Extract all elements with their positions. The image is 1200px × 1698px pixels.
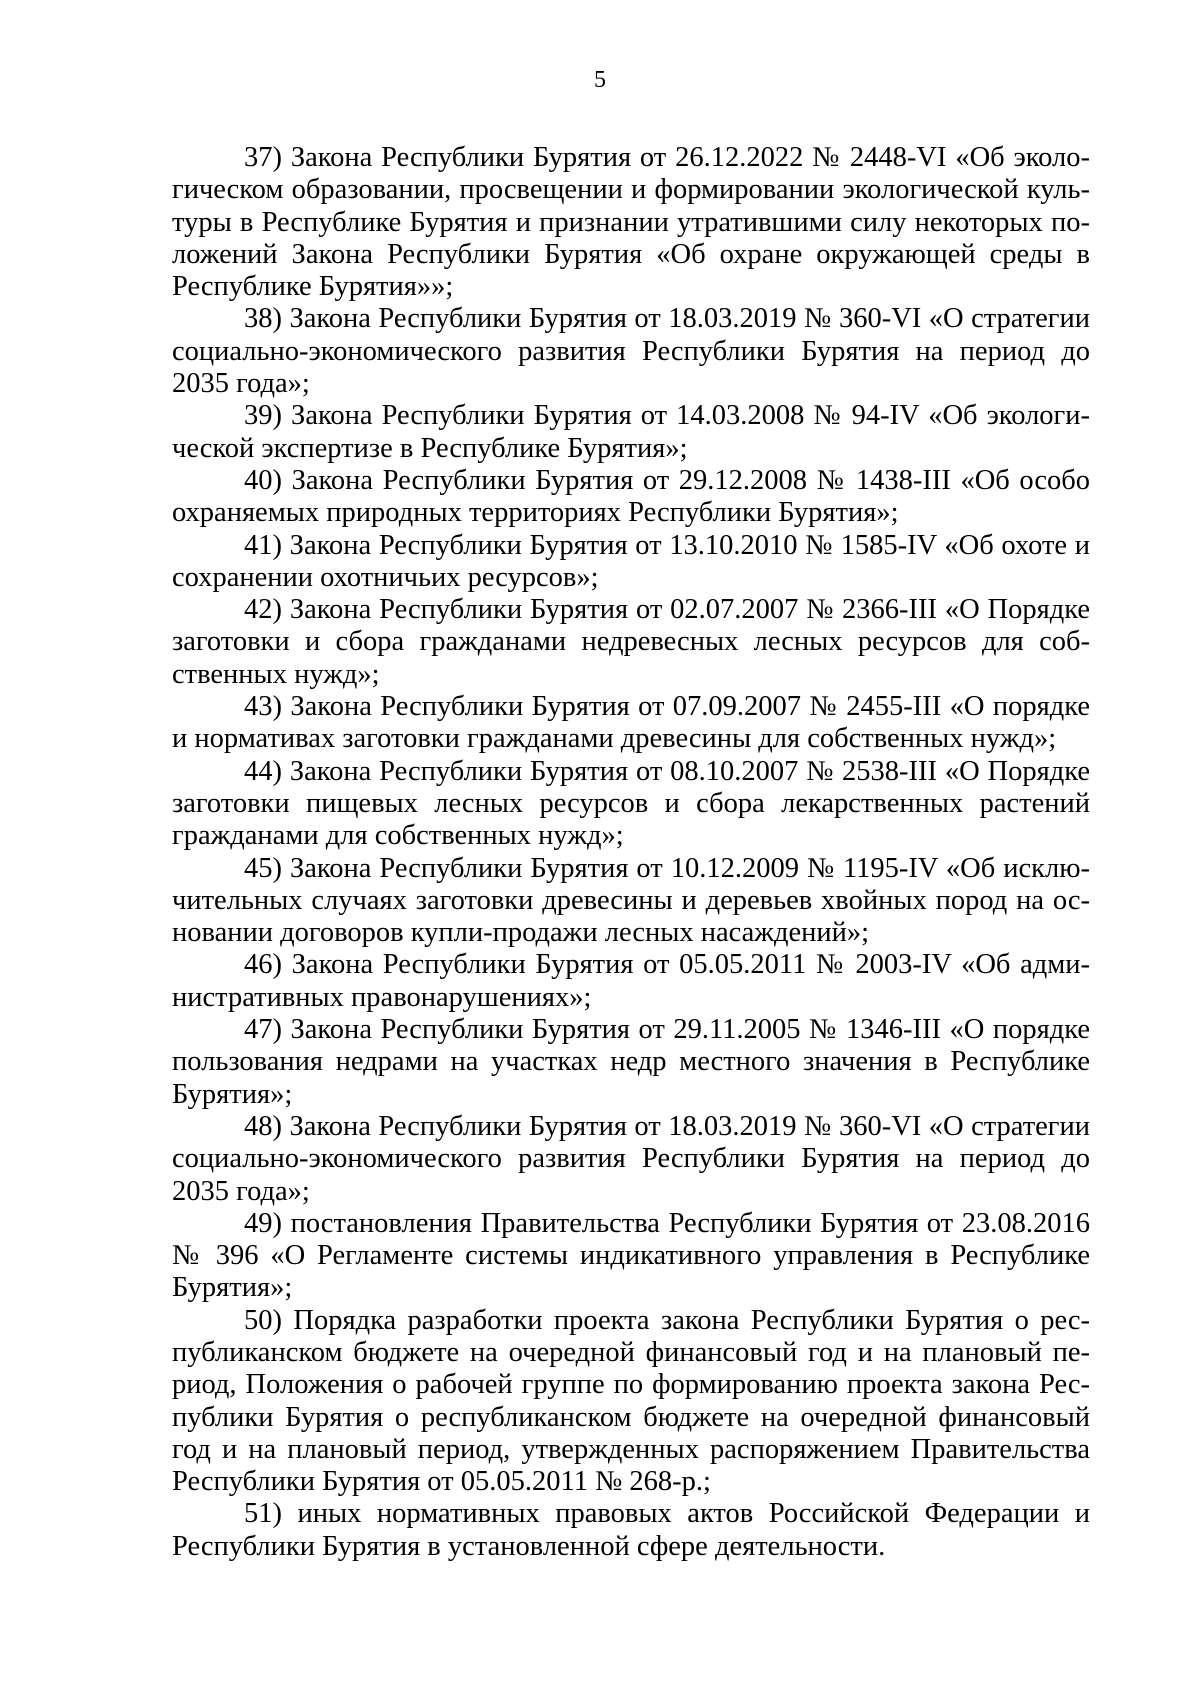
list-item: [172, 530, 1090, 595]
list-item: [172, 1208, 1090, 1305]
text-line: 43) Закона Республики Бурятия от 07.09.2007 № 2455-III «О порядке: [244, 691, 1090, 723]
text-line: социально-экономического развития Республики Бурятия на период до: [172, 1143, 1090, 1175]
text-line: Республики Бурятия в установленной сфере деятельности.: [172, 1530, 886, 1562]
text-line: туры в Республике Бурятия и признании утратившими силу некоторых по-: [172, 206, 1090, 238]
text-line: 50) Порядка разработки проекта закона Республики Бурятия о рес-: [244, 1304, 1090, 1336]
text-line: 41) Закона Республики Бурятия от 13.10.2010 № 1585-IV «Об охоте и: [244, 529, 1090, 561]
text-line: 40) Закона Республики Бурятия от 29.12.2008 № 1438-III «Об особо: [244, 464, 1090, 496]
text-line: 38) Закона Республики Бурятия от 18.03.2019 № 360-VI «О стратегии: [244, 303, 1090, 335]
text-line: ложений Закона Республики Бурятия «Об охране окружающей среды в: [172, 238, 1090, 270]
list-item: [172, 1498, 1090, 1563]
text-line: № 396 «О Регламенте системы индикативного управления в Республике: [172, 1240, 1090, 1272]
text-line: Бурятия»;: [172, 1078, 293, 1110]
text-line: ственных нужд»;: [172, 658, 380, 690]
text-line: риод, Положения о рабочей группе по формированию проекта закона Рес-: [172, 1369, 1090, 1401]
text-line: 2035 года»;: [172, 1175, 310, 1207]
text-line: 51) иных нормативных правовых актов Российской Федерации и: [244, 1498, 1090, 1530]
list-item: [172, 691, 1090, 756]
text-line: заготовки пищевых лесных ресурсов и сбора лекарственных растений: [172, 787, 1090, 819]
list-item: [172, 1014, 1090, 1111]
list-item: [172, 756, 1090, 853]
text-line: 37) Закона Республики Бурятия от 26.12.2022 № 2448-VI «Об эколо-: [244, 142, 1090, 173]
list-item: [172, 949, 1090, 1014]
text-line: Бурятия»;: [172, 1272, 293, 1304]
document-body: [172, 142, 1090, 1563]
text-line: 46) Закона Республики Бурятия от 05.05.2011 № 2003-IV «Об адми-: [244, 949, 1090, 981]
text-line: год и на плановый период, утвержденных распоряжением Правительства: [172, 1433, 1090, 1465]
text-line: 45) Закона Республики Бурятия от 10.12.2009 № 1195-IV «Об исклю-: [244, 852, 1090, 884]
text-line: нистративных правонарушениях»;: [172, 981, 592, 1013]
text-line: социально-экономического развития Республики Бурятия на период до: [172, 335, 1090, 367]
text-line: Республике Бурятия»»;: [172, 271, 454, 303]
text-line: охраняемых природных территориях Республики Бурятия»;: [172, 497, 899, 529]
text-line: заготовки и сбора гражданами недревесных лесных ресурсов для соб-: [172, 626, 1090, 658]
text-line: ческой экспертизе в Республике Бурятия»;: [172, 432, 688, 464]
page-number: 5: [594, 67, 606, 93]
text-line: пользования недрами на участках недр местного значения в Республике: [172, 1046, 1090, 1078]
text-line: сохранении охотничьих ресурсов»;: [172, 561, 599, 593]
text-line: новании договоров купли-продажи лесных насаждений»;: [172, 917, 870, 949]
list-item: [172, 400, 1090, 465]
text-line: 39) Закона Республики Бурятия от 14.03.2008 № 94-IV «Об экологи-: [244, 400, 1090, 432]
text-line: 47) Закона Республики Бурятия от 29.11.2005 № 1346-III «О порядке: [244, 1014, 1090, 1046]
text-line: и нормативах заготовки гражданами древесины для собственных нужд»;: [172, 723, 1057, 755]
list-item: [172, 594, 1090, 691]
text-line: чительных случаях заготовки древесины и деревьев хвойных пород на ос-: [172, 884, 1090, 916]
list-item: [172, 1305, 1090, 1499]
text-line: 2035 года»;: [172, 368, 310, 400]
list-item: [172, 853, 1090, 950]
text-line: 42) Закона Республики Бурятия от 02.07.2007 № 2366-III «О Порядке: [244, 594, 1090, 626]
list-item: [172, 465, 1090, 530]
text-line: гражданами для собственных нужд»;: [172, 820, 624, 852]
text-line: 49) постановления Правительства Республики Бурятия от 23.08.2016: [244, 1207, 1090, 1239]
list-item: [172, 142, 1090, 303]
text-line: гическом образовании, просвещении и формировании экологической куль-: [172, 174, 1090, 206]
list-item: [172, 303, 1090, 400]
text-line: публиканском бюджете на очередной финансовый год и на плановый пе-: [172, 1336, 1090, 1368]
list-item: [172, 1111, 1090, 1208]
text-line: 44) Закона Республики Бурятия от 08.10.2007 № 2538-III «О Порядке: [244, 755, 1090, 787]
text-line: 48) Закона Республики Бурятия от 18.03.2019 № 360-VI «О стратегии: [244, 1110, 1090, 1142]
text-line: публики Бурятия о республиканском бюджете на очередной финансовый: [172, 1401, 1090, 1433]
text-line: Республики Бурятия от 05.05.2011 № 268-р.;: [172, 1466, 711, 1498]
